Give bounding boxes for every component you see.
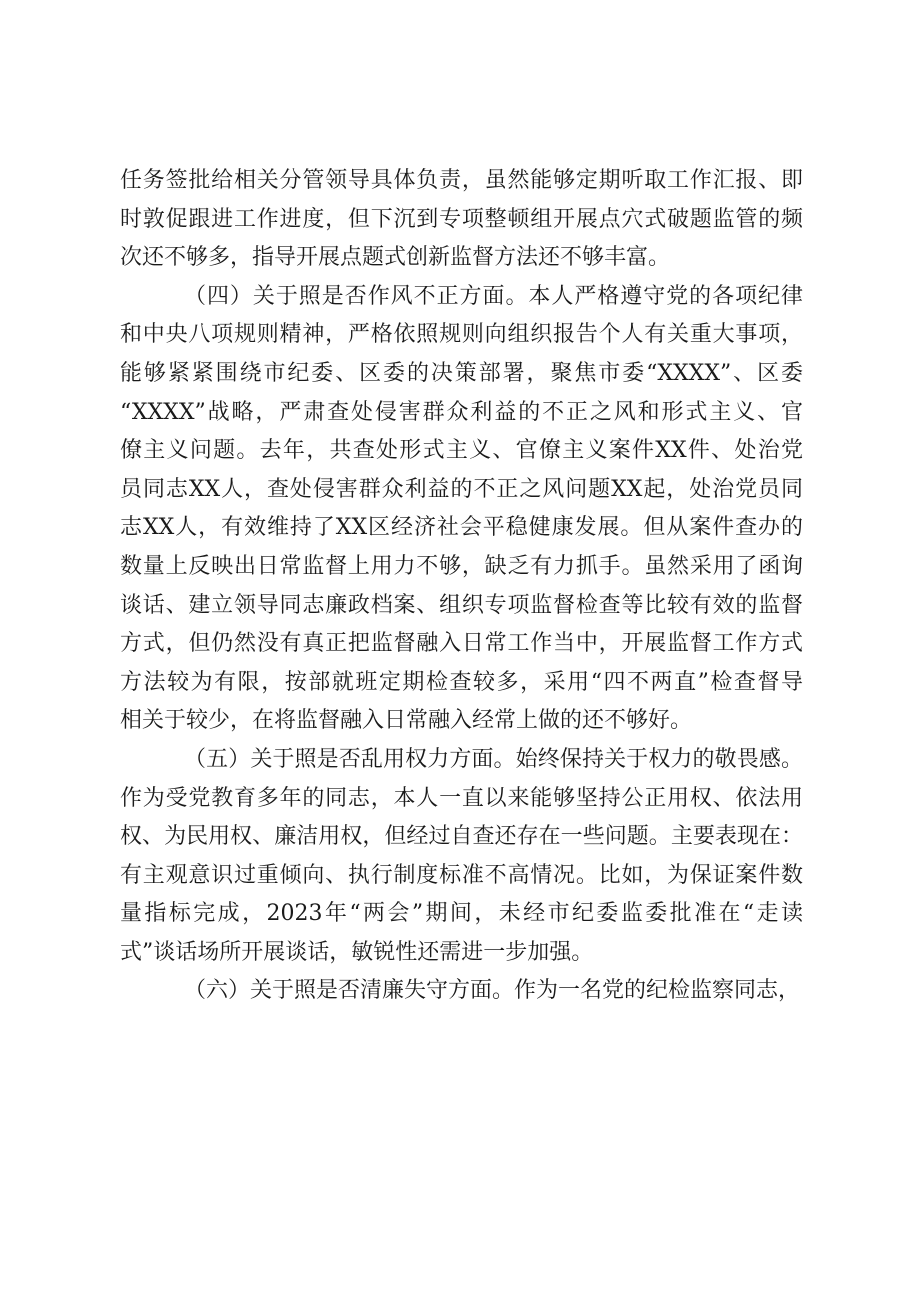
section-heading-line: （六）关于照是否清廉失守方面。作为一名党的纪检监察同志， <box>184 978 801 1004</box>
text-line: 时敦促跟进工作进度，但下沉到专项整顿组开展点穴式破题监管的频 <box>120 206 803 232</box>
text-line: 数量上反映出日常监督上用力不够，缺乏有力抓手。虽然采用了函询 <box>120 553 803 579</box>
text-line: 式”谈话场所开展谈话，敏锐性还需进一步加强。 <box>120 939 594 965</box>
text-line: 谈话、建立领导同志廉政档案、组织专项监督检查等比较有效的监督 <box>120 592 803 618</box>
text-line: 能够紧紧围绕市纪委、区委的决策部署，聚焦市委“XXXX”、区委 <box>120 360 803 386</box>
text-line: 量指标完成，2023年“两会”期间，未经市纪委监委批准在“走读 <box>120 901 803 927</box>
text-line: “XXXX”战略，严肃查处侵害群众利益的不正之风和形式主义、官 <box>120 399 803 425</box>
text-line: 次还不够多，指导开展点题式创新监督方法还不够丰富。 <box>120 245 671 271</box>
text-line: 有主观意识过重倾向、执行制度标准不高情况。比如，为保证案件数 <box>120 862 803 888</box>
text-line: 员同志XX人，查处侵害群众利益的不正之风问题XX起，处治党员同 <box>120 476 803 502</box>
section-heading-line: （五）关于照是否乱用权力方面。始终保持关于权力的敬畏感。 <box>184 746 803 772</box>
text-line: 作为受党教育多年的同志，本人一直以来能够坚持公正用权、依法用 <box>120 785 803 811</box>
text-line: 和中央八项规则精神，严格依照规则向组织报告个人有关重大事项， <box>120 322 803 348</box>
text-line: 方式，但仍然没有真正把监督融入日常工作当中，开展监督工作方式 <box>120 631 803 657</box>
text-line: 僚主义问题。去年，共查处形式主义、官僚主义案件XX件、处治党 <box>120 438 803 464</box>
text-line: 任务签批给相关分管领导具体负责，虽然能够定期听取工作汇报、即 <box>120 168 803 193</box>
document-body <box>120 162 803 1011</box>
text-line: 权、为民用权、廉洁用权，但经过自查还存在一些问题。主要表现在： <box>120 824 803 850</box>
text-line: 方法较为有限，按部就班定期检查较多，采用“四不两直”检查督导 <box>120 669 803 695</box>
text-line: 相关于较少，在将监督融入日常融入经常上做的还不够好。 <box>120 708 693 734</box>
section-heading-line: （四）关于照是否作风不正方面。本人严格遵守党的各项纪律 <box>184 283 803 309</box>
text-line: 志XX人，有效维持了XX区经济社会平稳健康发展。但从案件查办的 <box>120 515 803 541</box>
